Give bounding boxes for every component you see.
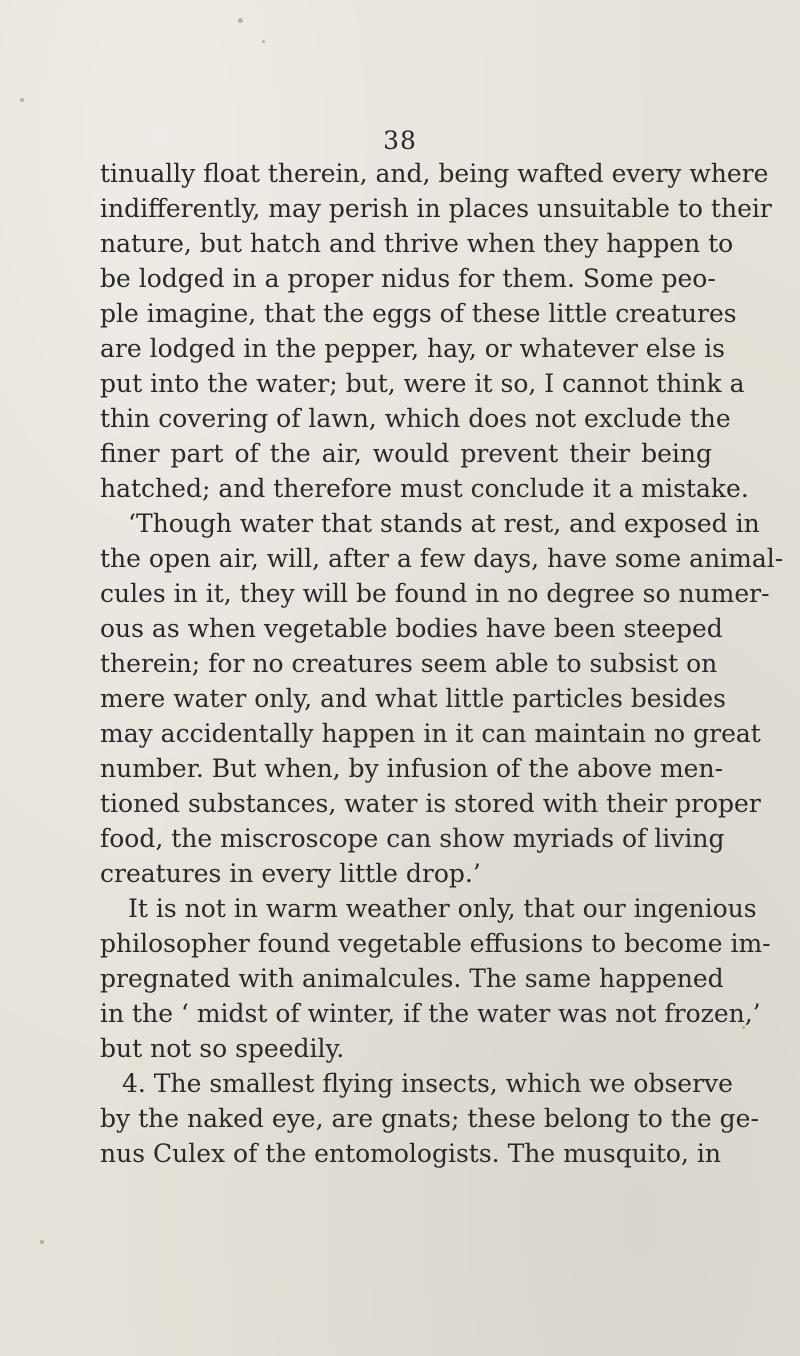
text-line: tinually float therein, and, being wafted every where <box>100 159 769 188</box>
text-line: food, the miscroscope can show myriads of living <box>100 824 725 853</box>
body-text <box>100 156 784 1171</box>
text-line: but not so speedily. <box>100 1034 345 1063</box>
text-line: ous as when vegetable bodies have been steeped <box>100 614 723 643</box>
text-line: cules in it, they will be found in no degree so numer- <box>100 579 770 608</box>
text-line: put into the water; but, were it so, I cannot think a <box>100 369 745 398</box>
text-line: ‘Though water that stands at rest, and exposed in <box>128 509 760 538</box>
paper-speck <box>262 40 265 43</box>
text-line: by the naked eye, are gnats; these belong to the ge- <box>100 1104 759 1133</box>
text-line: be lodged in a proper nidus for them. Some peo- <box>100 264 716 293</box>
text-line: nus Culex of the entomologists. The musquito, in <box>100 1139 721 1168</box>
text-line: mere water only, and what little particles besides <box>100 684 726 713</box>
paper-speck <box>20 98 24 102</box>
text-line: ple imagine, that the eggs of these little creatures <box>100 299 737 328</box>
text-line: creatures in every little drop.’ <box>100 859 481 888</box>
paper-speck <box>238 18 243 23</box>
text-line: finer part of the air, would prevent their being <box>100 439 712 468</box>
text-line: in the ‘ midst of winter, if the water was not frozen,’ <box>100 999 761 1028</box>
text-line: It is not in warm weather only, that our ingenious <box>128 894 757 923</box>
text-line: pregnated with animalcules. The same happened <box>100 964 724 993</box>
text-line: nature, but hatch and thrive when they happen to <box>100 229 734 258</box>
text-line: thin covering of lawn, which does not exclude the <box>100 404 731 433</box>
text-line: hatched; and therefore must conclude it a mistake. <box>100 474 749 503</box>
text-line: are lodged in the pepper, hay, or whatever else is <box>100 334 725 363</box>
paper-speck <box>40 1240 44 1244</box>
text-line: 4. The smallest flying insects, which we observe <box>122 1069 733 1098</box>
text-line: tioned substances, water is stored with their proper <box>100 789 761 818</box>
text-line: therein; for no creatures seem able to subsist on <box>100 649 718 678</box>
text-line: number. But when, by infusion of the above men- <box>100 754 724 783</box>
text-line: indifferently, may perish in places unsuitable to their <box>100 194 772 223</box>
text-line: philosopher found vegetable effusions to become im- <box>100 929 771 958</box>
page-number: 38 <box>383 126 417 155</box>
text-line: may accidentally happen in it can maintain no great <box>100 719 761 748</box>
text-line: the open air, will, after a few days, have some animal- <box>100 544 784 573</box>
